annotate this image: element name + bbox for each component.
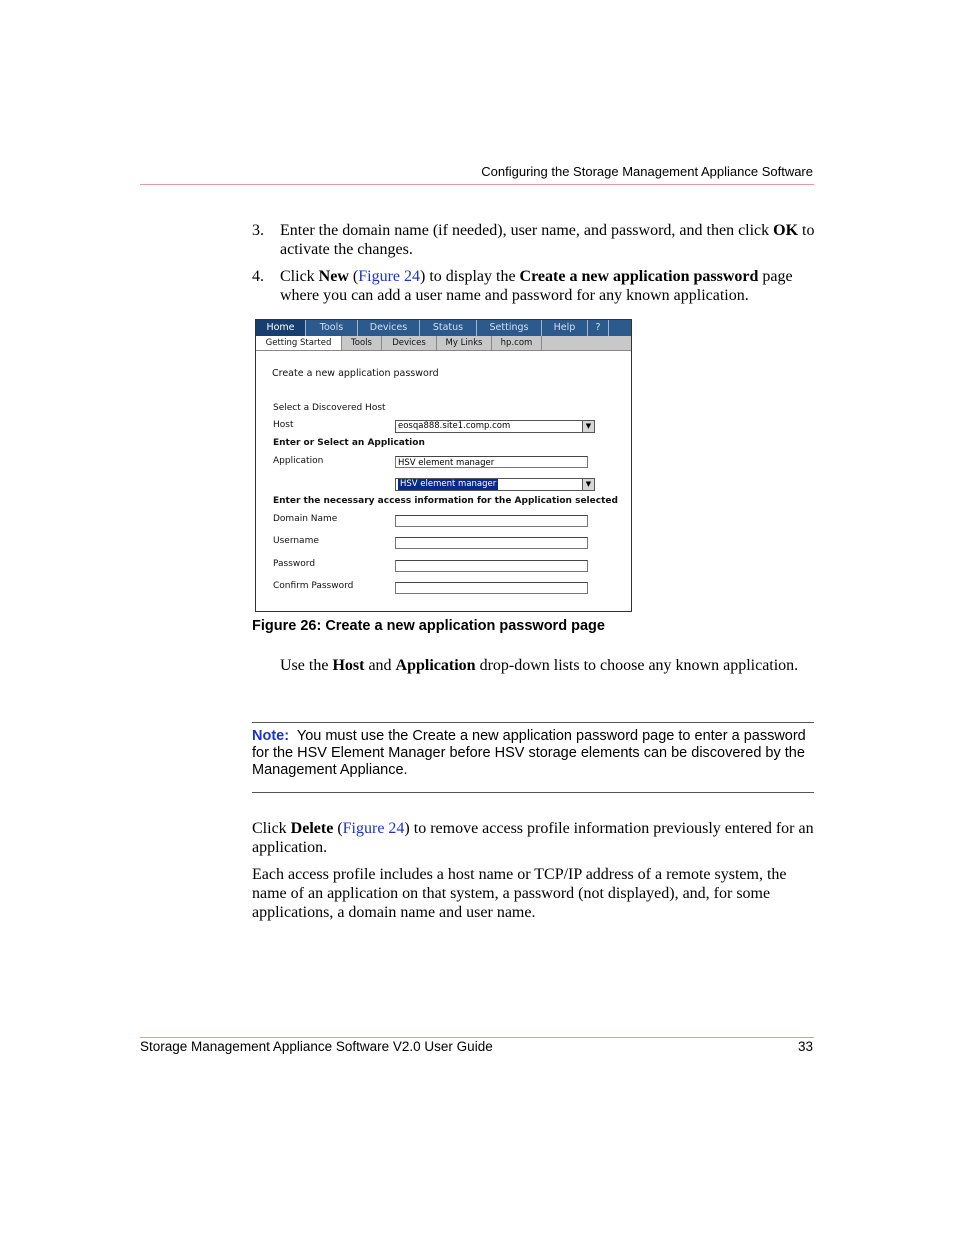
- dropdown-arrow-icon[interactable]: ▼: [582, 421, 594, 432]
- host-label: Host: [273, 420, 294, 430]
- confirm-password-input[interactable]: [395, 582, 588, 594]
- section-host-heading: Select a Discovered Host: [273, 403, 386, 413]
- application-input[interactable]: HSV element manager: [395, 456, 588, 468]
- step-4: [252, 267, 817, 307]
- text-run: ) to display the: [420, 268, 520, 285]
- running-header: Configuring the Storage Management Appliance Software: [481, 164, 813, 179]
- username-input[interactable]: [395, 537, 588, 549]
- sub-nav: [256, 336, 631, 351]
- application-label: Application: [273, 456, 324, 466]
- application-select[interactable]: [395, 478, 595, 491]
- password-label: Password: [273, 559, 316, 569]
- application-select-value: HSV element manager: [400, 479, 497, 489]
- step-3: [252, 221, 817, 261]
- text-run: Click: [280, 268, 319, 285]
- figure-caption: Figure 26: Create a new application password page: [252, 618, 605, 634]
- dropdown-arrow-icon[interactable]: ▼: [582, 479, 594, 490]
- sub-tab-devices[interactable]: Devices: [382, 336, 437, 350]
- sub-tab-my-links[interactable]: My Links: [437, 336, 492, 350]
- paragraph-delete: [252, 819, 814, 857]
- step-number: 3.: [252, 222, 264, 239]
- text-run: page where you can add a user name and password for any known application.: [280, 268, 793, 304]
- paragraph-access-profile: Each access profile includes a host name or TCP/IP address of a remote system, the name of an application on that system, a password (not displayed), and, for some applications, a domain name and user name.: [252, 866, 787, 921]
- page-name-term: Create a new application password: [519, 268, 759, 285]
- text-run: ) to remove access profile information previously entered for an application.: [252, 820, 814, 856]
- sub-tab-tools[interactable]: Tools: [342, 336, 382, 350]
- footer-rule: [140, 1037, 814, 1038]
- page-number: 33: [797, 1039, 813, 1054]
- text-run: Click: [252, 820, 291, 837]
- nav-tab-home[interactable]: Home: [256, 320, 306, 336]
- step-text: [280, 221, 820, 259]
- text-run: (: [333, 820, 343, 837]
- footer-title: Storage Management Appliance Software V2.0 User Guide: [140, 1039, 493, 1054]
- new-term: New: [318, 268, 349, 285]
- application-term: Application: [395, 657, 476, 674]
- text-run: (: [348, 268, 359, 285]
- domain-name-input[interactable]: [395, 515, 588, 527]
- text-run: to activate the changes.: [280, 222, 815, 258]
- paragraph-dropdowns: [280, 656, 800, 675]
- text-run: drop-down lists to choose any known application.: [475, 657, 799, 674]
- note-label: Note:: [252, 728, 290, 744]
- figure-screenshot: [255, 319, 632, 612]
- note-text: You must use the Create a new application password page to enter a password for the HSV Element Manager before HSV storage elements can be discovered by the Management Appliance.: [252, 728, 806, 778]
- step-text: [280, 267, 820, 305]
- section-app-heading: Enter or Select an Application: [273, 438, 425, 448]
- nav-tab-help[interactable]: Help: [542, 320, 588, 336]
- nav-tab-settings[interactable]: Settings: [477, 320, 542, 336]
- nav-tab-devices[interactable]: Devices: [358, 320, 420, 336]
- nav-tab-tools[interactable]: Tools: [306, 320, 358, 336]
- text-run: Use the: [280, 657, 333, 674]
- domain-name-label: Domain Name: [273, 514, 338, 524]
- step-number: 4.: [252, 268, 264, 285]
- note-top-rule: [252, 722, 814, 723]
- note-block: [252, 728, 814, 779]
- username-label: Username: [273, 536, 319, 546]
- figure-24-link[interactable]: Figure 24: [342, 820, 405, 837]
- note-bottom-rule: [252, 792, 814, 793]
- text-run: Enter the domain name (if needed), user name, and password, and then click: [280, 222, 774, 239]
- password-input[interactable]: [395, 560, 588, 572]
- sub-tab-hp-com[interactable]: hp.com: [492, 336, 542, 350]
- host-select-value: eosqa888.site1.comp.com: [398, 421, 511, 431]
- sub-tab-getting-started[interactable]: Getting Started: [256, 336, 342, 350]
- figure-24-link[interactable]: Figure 24: [358, 268, 420, 285]
- host-term: Host: [332, 657, 365, 674]
- delete-term: Delete: [290, 820, 334, 837]
- section-access-heading: Enter the necessary access information for the Application selected: [273, 496, 618, 506]
- main-nav: [256, 320, 631, 336]
- ok-term: OK: [773, 222, 799, 239]
- nav-tab-question[interactable]: ?: [588, 320, 609, 336]
- confirm-password-label: Confirm Password: [273, 581, 354, 591]
- header-rule: [140, 184, 814, 185]
- form-title: Create a new application password: [272, 368, 439, 379]
- nav-tab-status[interactable]: Status: [420, 320, 477, 336]
- host-select[interactable]: [395, 420, 595, 433]
- text-run: and: [364, 657, 396, 674]
